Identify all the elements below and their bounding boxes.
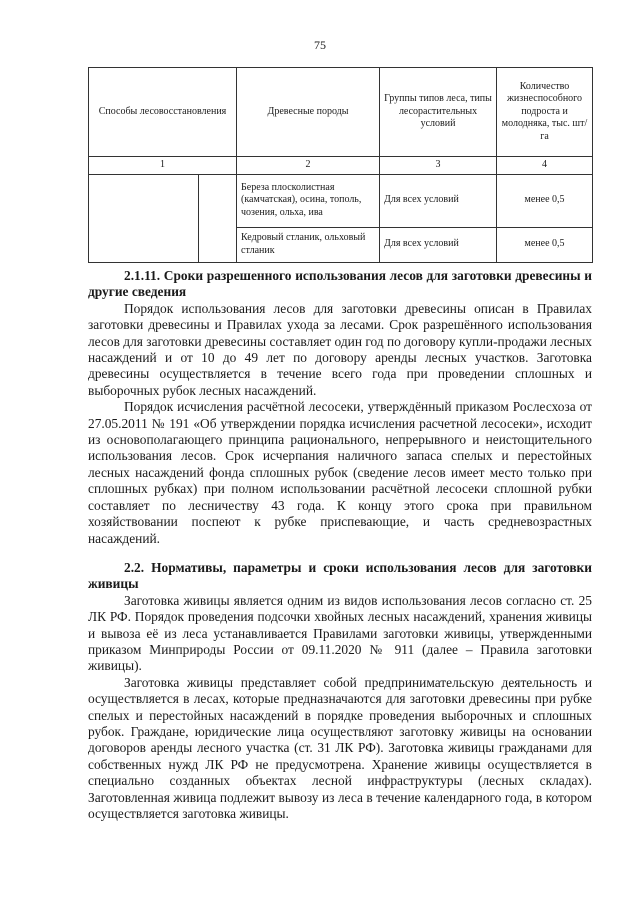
method-subcell <box>199 174 237 262</box>
col-number-3: 3 <box>380 157 497 175</box>
section-2-2 <box>88 560 592 823</box>
table-row <box>89 174 593 227</box>
header-forest-types: Группы типов леса, типы лесорастительных условий <box>380 68 497 157</box>
species-cell: Береза плосколистная (камчатская), осина, тополь, чозения, ольха, ива <box>237 174 380 227</box>
table-number-row <box>89 157 593 175</box>
table-header-row <box>89 68 593 157</box>
col-number-1: 1 <box>89 157 237 175</box>
paragraph: Порядок использования лесов для заготовки древесины описан в Правилах заготовки древесины и Правилах ухода за лесами. Срок разрешённого использования лесов для заготовки древесины составляет один год по договору купли-продажи лесных насаждений и от 10 до 49 лет по договору аренды лесных участков. Заготовка древесины осуществляется в течение всего года при проведении сплошных и выборочных рубок лесных насаждений. <box>88 300 592 398</box>
quantity-cell: менее 0,5 <box>497 174 593 227</box>
conditions-cell: Для всех условий <box>380 227 497 262</box>
col-number-4: 4 <box>497 157 593 175</box>
conditions-cell: Для всех условий <box>380 174 497 227</box>
header-quantity: Количество жизнеспособного подроста и молодняка, тыс. шт/га <box>497 68 593 157</box>
quantity-cell: менее 0,5 <box>497 227 593 262</box>
col-number-2: 2 <box>237 157 380 175</box>
species-cell: Кедровый стланик, ольховый стланик <box>237 227 380 262</box>
page-number: 75 <box>314 38 326 52</box>
header-methods: Способы лесовосстановления <box>89 68 237 157</box>
method-cell <box>89 174 199 262</box>
reforestation-table <box>88 67 593 263</box>
section-2-1-11 <box>88 268 592 547</box>
section-heading: 2.1.11. Сроки разрешенного использования лесов для заготовки древесины и другие сведения <box>88 268 592 300</box>
header-species: Древесные породы <box>237 68 380 157</box>
paragraph: Порядок исчисления расчётной лесосеки, утверждённый приказом Рослесхоза от 27.05.2011 № 191 «Об утверждении порядка исчисления расчетной лесосеки», исходит из основополагающего принципа рационального, непрерывного и неистощительного использования лесов. Срок исчерпания наличного запаса спелых и перестойных лесных насаждений фонда сплошных рубок (сведение лесов имеет место только при сплошных рубках) при полном использовании расчётной лесосеки сплошной рубки составляет по лесничеству 43 года. К концу этого срока при правильном хозяйствовании поспеют к рубке приспевающие, и часть средневозрастных насаждений. <box>88 399 592 546</box>
paragraph: Заготовка живицы представляет собой предпринимательскую деятельность и осуществляется в лесах, которые предназначаются для заготовки древесины при рубке спелых и перестойных насаждений в порядке проведения выборочных и сплошных рубок. Граждане, юридические лица осуществляют заготовку живицы на основании договоров аренды лесного участка (ст. 31 ЛК РФ). Заготовка живицы гражданами для собственных нужд ЛК РФ не предусмотрена. Хранение живицы осуществляется в специально созданных объектах лесной инфраструктуры (лесных складах). Заготовленная живица подлежит вывозу из леса в течение календарного года, в котором осуществляется заготовка живицы. <box>88 674 592 822</box>
section-heading: 2.2. Нормативы, параметры и сроки использования лесов для заготовки живицы <box>88 560 592 592</box>
paragraph: Заготовка живицы является одним из видов использования лесов согласно ст. 25 ЛК РФ. Порядок проведения подсочки хвойных лесных насаждений, хранения живицы и вывоза её из леса устанавливается Правилами заготовки живицы, утвержденными приказом Минприроды России от 09.11.2020 № 911 (далее – Правила заготовки живицы). <box>88 592 592 674</box>
